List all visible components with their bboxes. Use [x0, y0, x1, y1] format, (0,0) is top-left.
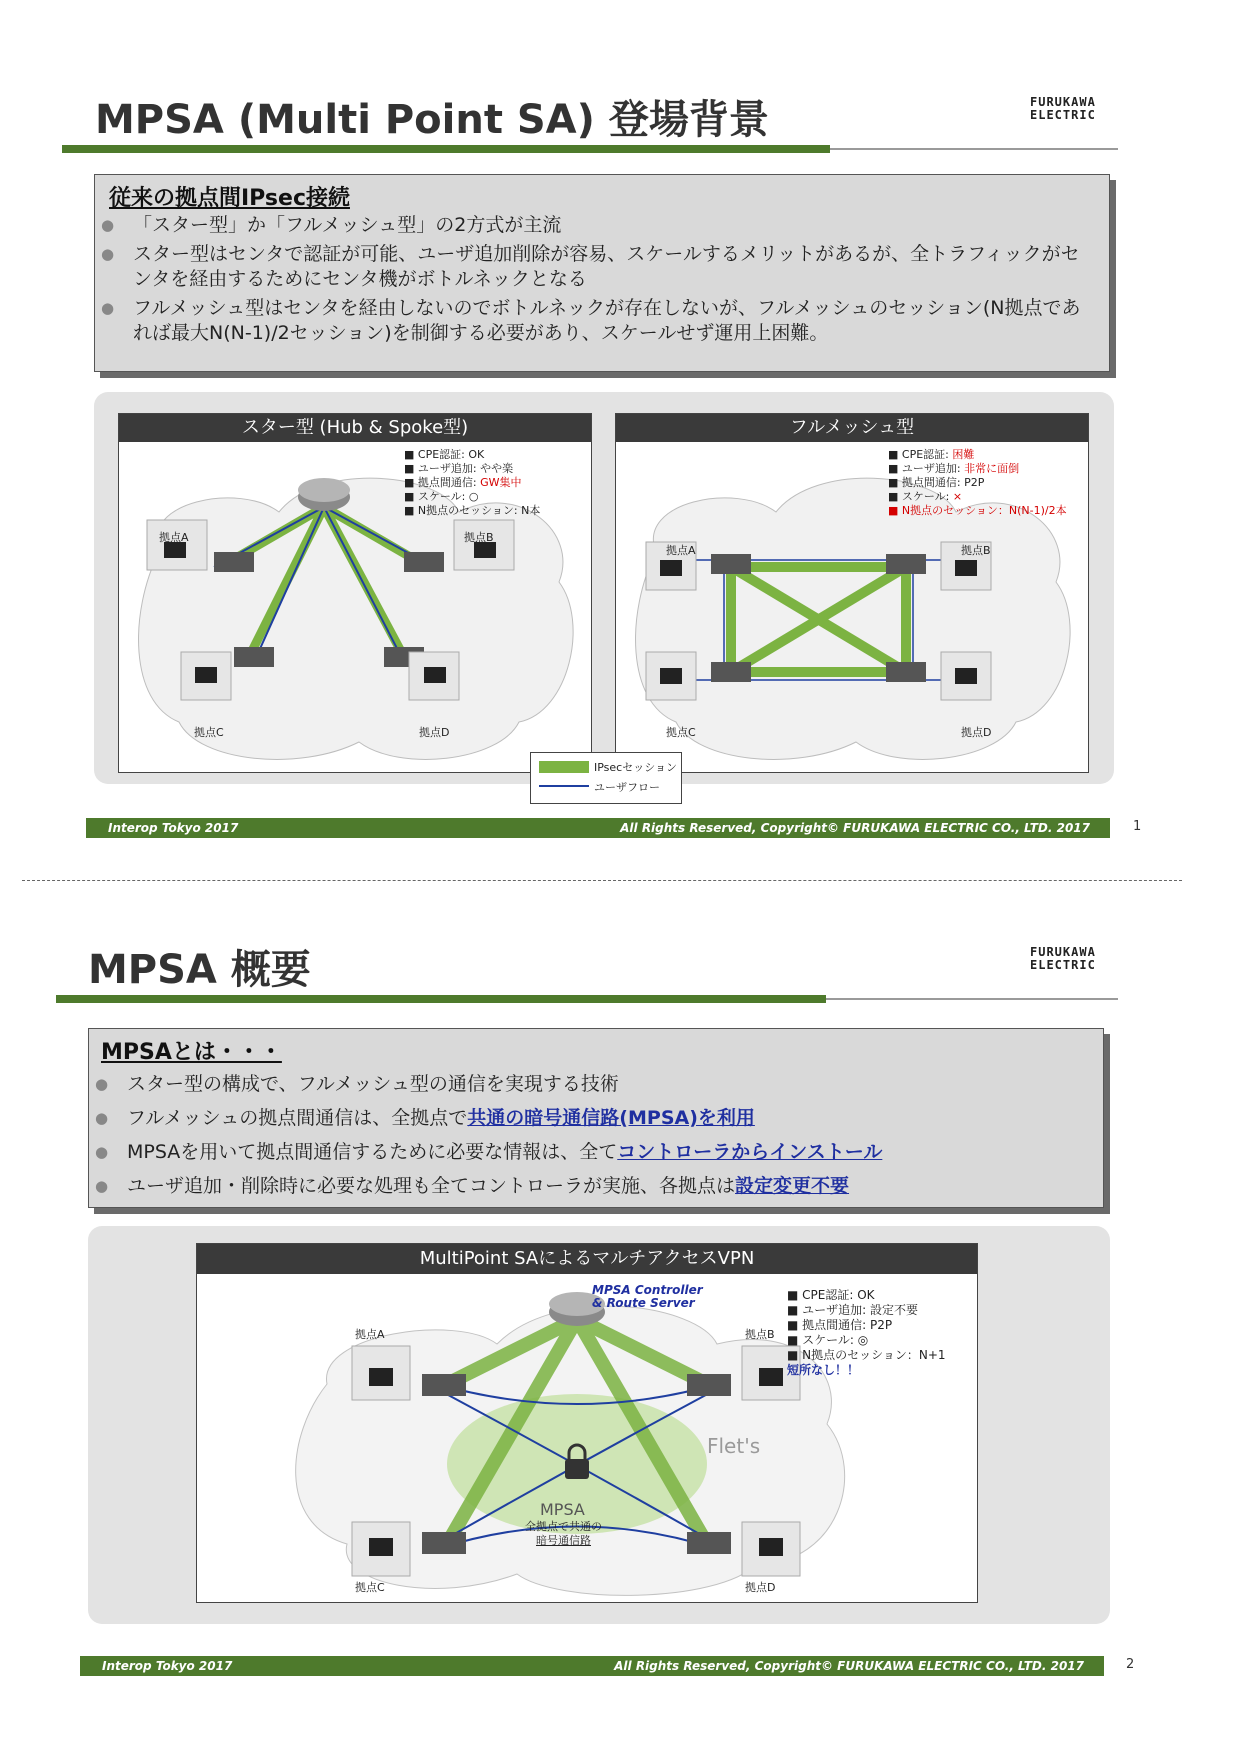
logo-line-2: ELECTRIC — [1030, 958, 1096, 972]
site-label: 拠点B — [464, 531, 494, 544]
highlight-note: 短所なし！！ — [787, 1363, 860, 1377]
company-logo — [1030, 946, 1096, 972]
title-underline — [56, 995, 826, 1003]
gateway-icon — [687, 1374, 731, 1396]
gateway-icon — [711, 662, 751, 682]
mpsa-box — [88, 1028, 1104, 1208]
site-label: 拠点D — [961, 726, 992, 739]
note: ■ 拠点間通信: P2P — [787, 1318, 893, 1332]
gateway-icon — [214, 552, 254, 572]
gateway-icon — [404, 552, 444, 572]
site-label: 拠点B — [745, 1328, 775, 1341]
company-logo — [1030, 96, 1096, 122]
site-label: 拠点C — [666, 726, 696, 739]
page-number: 1 — [1133, 819, 1142, 834]
title-underline — [62, 145, 830, 153]
bullet-item: ● 「スター型」か「フルメッシュ型」の2方式が主流 — [95, 213, 1085, 238]
note: ■ CPE認証: 困難 — [888, 448, 975, 461]
mpsa-diagram — [196, 1243, 978, 1603]
bullet-item: ● フルメッシュ型はセンタを経由しないのでボトルネックが存在しないが、フルメッシュのセッション(N拠点であれば最大N(N-1)/2セッション)を制御する必要があり、スケールせず運用上困難。 — [95, 296, 1085, 346]
mesh-notes — [888, 448, 1067, 518]
logo-line-2: ELECTRIC — [1030, 108, 1096, 122]
site-label: 拠点A — [159, 531, 189, 544]
controller-label: MPSA Controller & Route Server — [592, 1283, 703, 1310]
gateway-icon — [711, 554, 751, 574]
gateway-icon — [886, 662, 926, 682]
bullet-item: ● スター型の構成で、フルメッシュ型の通信を実現する技術 — [89, 1069, 1079, 1099]
note: ■ 拠点間通信: P2P — [888, 476, 985, 489]
note: ■ N拠点のセッション: N本 — [404, 504, 541, 517]
mpsa-header: MultiPoint SAによるマルチアクセスVPN — [197, 1244, 977, 1274]
mpsa-label: MPSA — [540, 1500, 585, 1519]
note: ■ CPE認証: OK — [404, 448, 485, 461]
note: ■ CPE認証: OK — [787, 1288, 875, 1302]
gateway-icon — [886, 554, 926, 574]
mpsa-notes — [787, 1288, 946, 1378]
site-label: 拠点A — [666, 544, 696, 557]
note: ■ スケール: ○ — [404, 490, 479, 503]
legend-label: IPsecセッション — [594, 761, 678, 774]
page-number: 2 — [1126, 1657, 1135, 1672]
site-label: 拠点B — [961, 544, 991, 557]
note: ■ ユーザ追加: 非常に面倒 — [888, 462, 1020, 475]
footer-left: Interop Tokyo 2017 — [108, 821, 239, 835]
bullet-item: ● MPSAを用いて拠点間通信するために必要な情報は、全てコントローラからインストール — [89, 1137, 1079, 1167]
title-underline-grey — [830, 148, 1118, 150]
legend-label: ユーザフロー — [594, 781, 660, 794]
title-underline-grey — [826, 998, 1118, 1000]
footer-right: All Rights Reserved, Copyright© FURUKAWA ELECTRIC CO., LTD. 2017 — [614, 1659, 1084, 1673]
note: ■ スケール: × — [888, 490, 963, 503]
emphasis-link: 共通の暗号通信路(MPSA)を利用 — [467, 1107, 755, 1129]
footer-right: All Rights Reserved, Copyright© FURUKAWA ELECTRIC CO., LTD. 2017 — [620, 821, 1090, 835]
star-notes — [404, 448, 540, 518]
logo-line-1: FURUKAWA — [1030, 95, 1096, 109]
footer-bar — [86, 818, 1110, 838]
intro-box — [94, 174, 1110, 372]
bullet-item: ● スター型はセンタで認証が可能、ユーザ追加削除が容易、スケールするメリットがあるが、全トラフィックがセンタを経由するためにセンタ機がボトルネックとなる — [95, 242, 1085, 292]
legend-swatch-ipsec — [539, 761, 589, 773]
emphasis-link: コントローラからインストール — [617, 1141, 883, 1163]
box-heading: 従来の拠点間IPsec接続 — [109, 186, 350, 211]
mesh-header: フルメッシュ型 — [616, 414, 1088, 442]
note: ■ N拠点のセッション：N(N-1)/2本 — [888, 504, 1067, 517]
legend — [530, 752, 682, 804]
star-diagram — [118, 413, 592, 773]
slide-2-title: MPSA 概要 — [88, 947, 311, 993]
bullet-item: ● フルメッシュの拠点間通信は、全拠点で共通の暗号通信路(MPSA)を利用 — [89, 1103, 1079, 1133]
slide-1-title: MPSA (Multi Point SA) 登場背景 — [95, 97, 769, 143]
gateway-icon — [422, 1532, 466, 1554]
star-header: スター型 (Hub & Spoke型) — [119, 414, 591, 442]
page-divider — [22, 880, 1182, 881]
box-heading: MPSAとは・・・ — [101, 1040, 282, 1065]
note: ■ N拠点のセッション：N+1 — [787, 1348, 946, 1362]
logo-line-1: FURUKAWA — [1030, 945, 1096, 959]
site-label: 拠点D — [745, 1581, 776, 1594]
gateway-icon — [687, 1532, 731, 1554]
emphasis-link: 設定変更不要 — [735, 1175, 850, 1197]
mesh-diagram — [615, 413, 1089, 773]
gateway-icon — [422, 1374, 466, 1396]
flets-label: Flet's — [707, 1434, 761, 1458]
bullet-list — [95, 213, 1085, 350]
gateway-icon — [234, 647, 274, 667]
site-label: 拠点C — [355, 1581, 385, 1594]
site-label: 拠点C — [194, 726, 224, 739]
footer-left: Interop Tokyo 2017 — [102, 1659, 233, 1673]
note: ■ 拠点間通信: GW集中 — [404, 476, 522, 489]
note: ■ スケール: ◎ — [787, 1333, 869, 1347]
site-label: 拠点A — [355, 1328, 385, 1341]
bullet-item: ● ユーザ追加・削除時に必要な処理も全てコントローラが実施、各拠点は設定変更不要 — [89, 1171, 1079, 1201]
note: ■ ユーザ追加: 設定不要 — [787, 1303, 919, 1317]
footer-bar — [80, 1656, 1104, 1676]
bullet-list — [89, 1069, 1079, 1205]
site-label: 拠点D — [419, 726, 450, 739]
legend-arrow-flow — [539, 785, 589, 787]
mpsa-sublabel: 全拠点で共通の 暗号通信路 — [525, 1520, 602, 1547]
lock-icon — [565, 1459, 589, 1479]
note: ■ ユーザ追加: やや楽 — [404, 462, 514, 475]
